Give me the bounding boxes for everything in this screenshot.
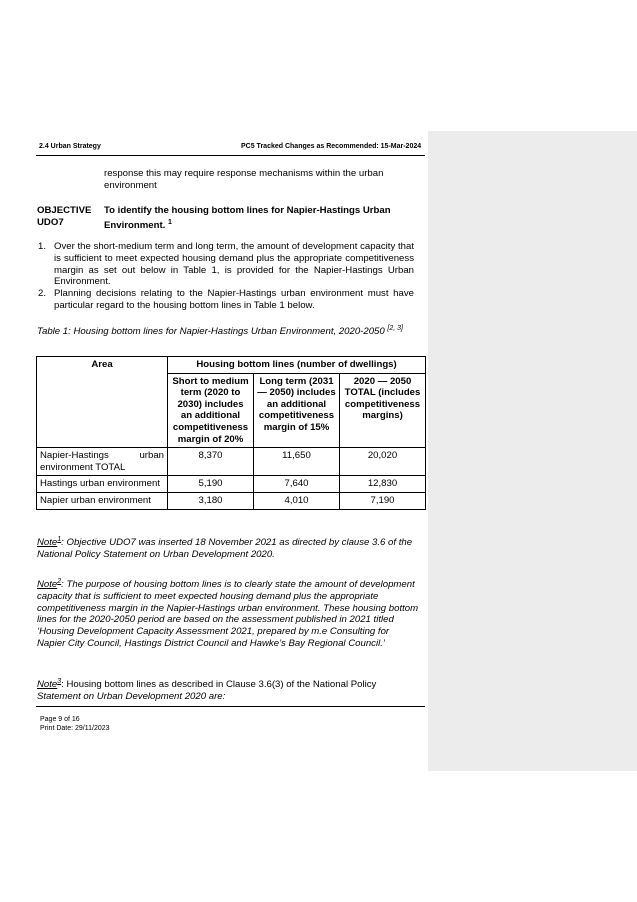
note-footnote-number: 1 [57,536,62,543]
list-item-number: 1. [38,241,47,252]
list-item-number: 2. [38,288,47,300]
note-label: Note [37,537,58,548]
objective-statement: To identify the housing bottom lines for Napier-Hastings Urban Environment. [104,205,391,231]
table-row [37,448,426,476]
note-3 [37,676,419,703]
objective-footnote-ref: 1 [167,219,172,226]
note-2 [37,576,419,650]
caption-footnote-ref: [2, 3] [387,325,403,332]
area-word: environment TOTAL [40,461,126,473]
table-row [37,492,426,509]
continuation-text: response this may require response mechanisms within the urban environment [104,168,384,191]
list-item-text: Planning decisions relating to the Napier-Hastings urban environment must have particular regard to the housing bottom lines in Table 1 below. [54,288,414,311]
long-term-header: Long term (2031 — 2050) includes an additional competitiveness margin of 15% [254,373,340,448]
footer-page-number: Page 9 of 16 [40,716,80,723]
note-label: Note [37,579,58,590]
objective-label: OBJECTIVE UDO7 [37,205,92,228]
short-medium-term-header: Short to medium term (2020 to 2030) includes an additional competitiveness margin of 20% [168,373,254,448]
area-word: Napier-Hastings [40,450,109,462]
note-footnote-number: 2 [57,578,62,585]
area-word: urban [139,450,164,462]
value-cell: 11,650 [254,448,340,476]
footer-rule [36,706,425,707]
value-cell: 7,190 [340,492,426,509]
list-item [38,241,414,288]
note-text: Statement on Urban Development 2020 are: [37,690,226,702]
value-cell: 4,010 [254,492,340,509]
value-cell: 5,190 [168,476,254,493]
area-cell [37,448,168,476]
objective-text [104,205,414,232]
area-cell: Napier urban environment [37,492,168,509]
total-header: 2020 — 2050 TOTAL (includes competitiveness margins) [340,373,426,448]
note-text: : Objective UDO7 was inserted 18 November 2021 as directed by clause 3.6 of the National Policy Statement on Urban Development 2020. [37,537,413,560]
area-cell: Hastings urban environment [37,476,168,493]
area-column-header: Area [37,357,168,448]
header-section-title: 2.4 Urban Strategy [39,143,101,150]
value-cell: 12,830 [340,476,426,493]
value-cell: 8,370 [168,448,254,476]
note-footnote-number: 3 [57,678,62,685]
list-item-text: Over the short-medium term and long term, the amount of development capacity that is sufficient to meet expected housing demand plus the appropriate competitiveness margin as set out below in Table 1, is provided for the Napier-Hastings Urban Environment. [54,241,414,288]
value-cell: 3,180 [168,492,254,509]
note-text: : The purpose of housing bottom lines is to clearly state the amount of development capacity that is sufficient to meet expected housing demand plus the appropriate competitiveness margin in the Napier-Hastings urban environment. These housing bottom lines for the 2020-2050 period are based on the assessment published in 2021 titled ‘Housing Development Capacity Assessment 2021, prepared by m.e Consulting for Napier City Council, Hastings District Council and Hawke’s Bay Regional Council.’ [37,579,419,649]
header-document-status: PC5 Tracked Changes as Recommended: 15-Mar-2024 [241,143,422,150]
value-cell: 20,020 [340,448,426,476]
housing-bottom-lines-table [36,356,426,510]
note-text-upright: : Housing bottom lines as described in Clause 3.6(3) of the National Policy [61,679,377,690]
note-label: Note [37,679,58,690]
group-column-header: Housing bottom lines (number of dwellings) [168,357,426,374]
note-1 [37,534,419,561]
policy-list [38,241,414,312]
table-caption [37,323,417,337]
footer-print-date: Print Date: 29/11/2023 [40,725,110,732]
table-row [37,476,426,493]
list-item [38,288,414,312]
header-rule [36,155,425,156]
value-cell: 7,640 [254,476,340,493]
caption-text: Table 1: Housing bottom lines for Napier-Hastings Urban Environment, 2020-2050 [37,326,385,337]
comment-margin-panel [428,131,637,771]
